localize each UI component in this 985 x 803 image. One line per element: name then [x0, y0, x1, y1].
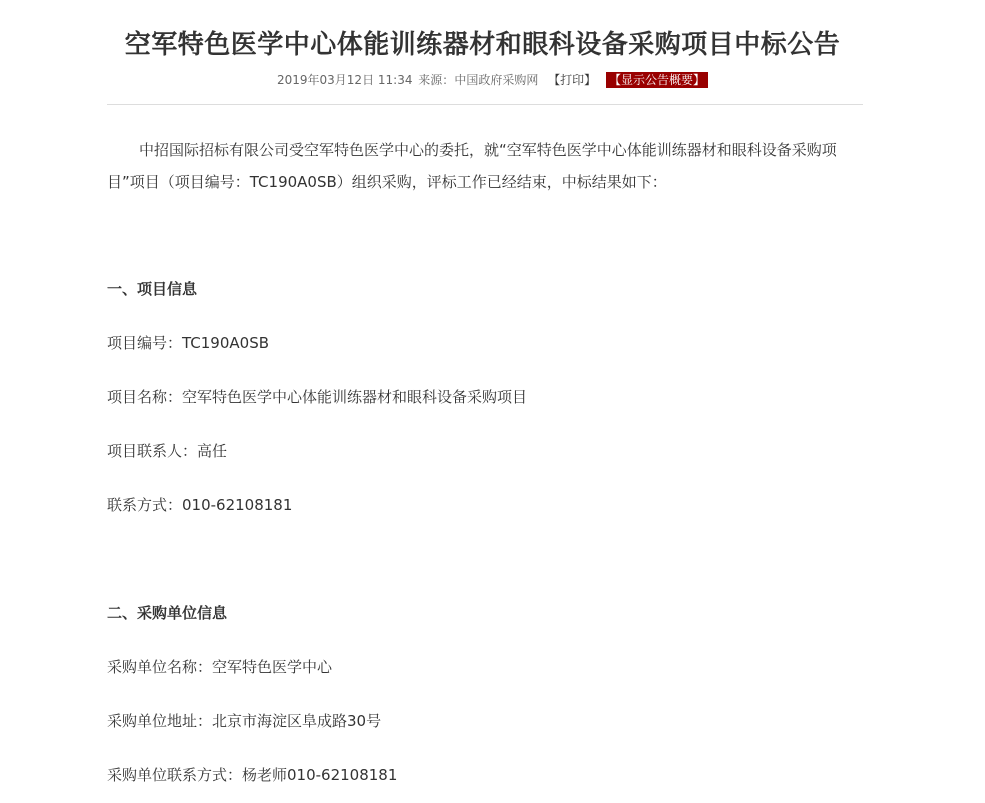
section-heading-purchaser-info: 二、采购单位信息	[107, 604, 228, 622]
article-meta	[0, 70, 985, 90]
page-title: 空军特色医学中心体能训练器材和眼科设备采购项目中标公告	[124, 30, 841, 61]
purchaser-name: 采购单位名称：空军特色医学中心	[107, 658, 333, 676]
project-name: 项目名称：空军特色医学中心体能训练器材和眼科设备采购项目	[107, 388, 528, 406]
purchaser-address: 采购单位地址：北京市海淀区阜成路30号	[107, 712, 382, 730]
publish-datetime: 2019年03月12日 11:34	[276, 73, 413, 87]
project-contact-phone: 联系方式：010-62108181	[107, 496, 293, 514]
source-label: 来源：	[418, 73, 455, 87]
project-contact-person: 项目联系人：高任	[107, 442, 228, 460]
title-divider	[107, 104, 863, 105]
show-summary-button[interactable]: 【显示公告概要】	[606, 72, 708, 88]
project-number: 项目编号：TC190A0SB	[107, 334, 270, 352]
source-name: 中国政府采购网	[454, 73, 539, 87]
intro-paragraph: 中招国际招标有限公司受空军特色医学中心的委托，就“空军特色医学中心体能训练器材和眼科设备采购项目”项目（项目编号：TC190A0SB）组织采购，评标工作已经结束，中标结果如下：	[107, 141, 837, 191]
section-heading-project-info: 一、项目信息	[107, 280, 198, 298]
purchaser-contact: 采购单位联系方式：杨老师010-62108181	[107, 766, 398, 784]
print-link[interactable]: 【打印】	[548, 73, 597, 87]
